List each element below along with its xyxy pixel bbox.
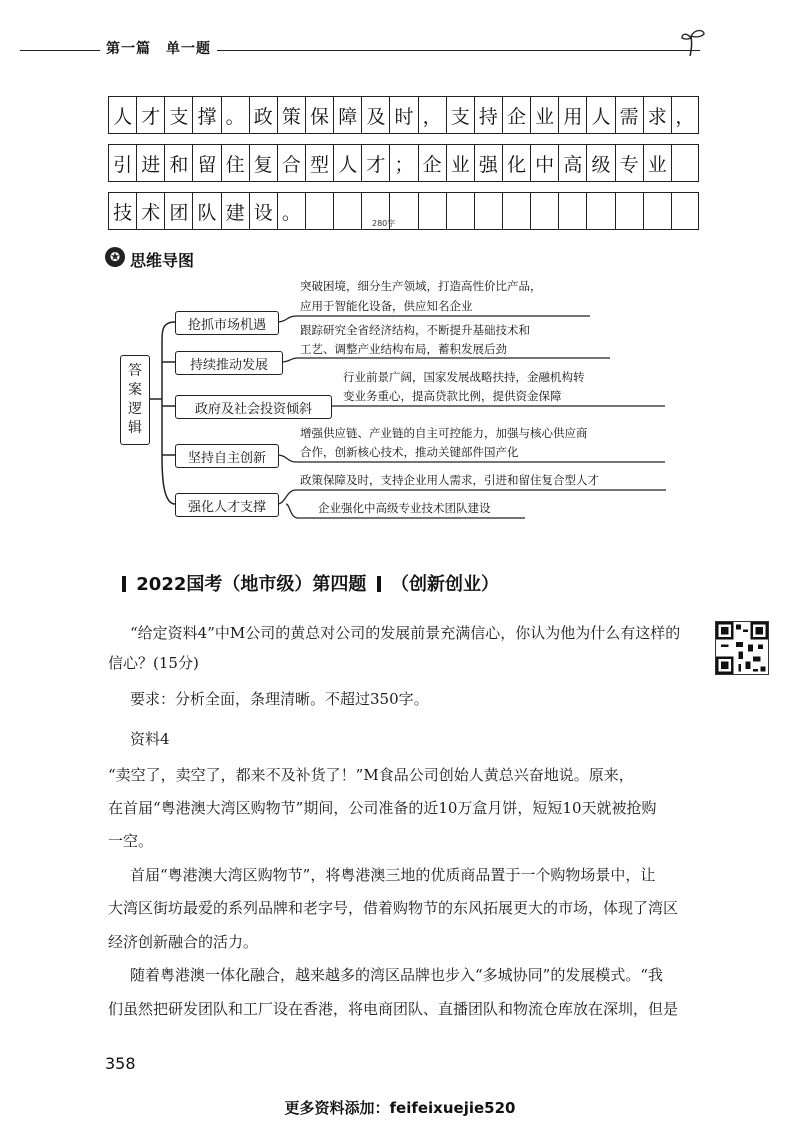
grid-cell: 强 [474,145,502,181]
section-title-tag: （创新创业） [390,574,499,595]
grid-cell: 化 [502,145,530,181]
branch-detail: 变业务重心，提高贷款比例，提供资金保障 [343,389,562,403]
branch-node: 政府及社会投资倾斜 [175,395,332,419]
grid-cell: 时 [389,97,417,133]
grid-cell: 支 [164,97,192,133]
material-line: 随着粤港澳一体化融合，越来越多的湾区品牌也步入“多城协同”的发展模式。“我 [130,966,664,984]
grid-cell: ； [389,145,417,181]
material-line: 大湾区街坊最爱的系列品牌和老字号，借着购物节的东风拓展更大的市场，体现了湾区 [108,899,679,917]
grid-cell: 专 [615,145,643,181]
material-line: 一空。 [108,832,154,850]
branch-detail: 突破困境，细分生产领域，打造高性价比产品， [300,279,542,293]
header-section-title: 第一篇 单一题 [100,38,217,58]
qr-code[interactable] [715,621,769,675]
branch-node: 强化人才支撑 [175,493,279,517]
grid-cell: 合 [277,145,305,181]
mindmap-icon: ✪ [105,247,125,267]
question-line: 信心？(15分) [108,654,199,672]
grid-cell: 留 [192,145,220,181]
grid-cell: 需 [615,97,643,133]
material-line: 在首届“粤港澳大湾区购物节”期间，公司准备的近10万盒月饼，短短10天就被抢购 [108,799,657,817]
grid-cell: 设 [249,193,277,229]
root-char: 辑 [128,420,142,436]
grid-cell: 技 [108,193,136,229]
grid-cell: ， [418,97,446,133]
grid-cell: 求 [643,97,671,133]
grid-cell: 队 [192,193,220,229]
grid-cell: 人 [108,97,136,133]
grid-cell: 人 [333,145,361,181]
grid-cell: 进 [136,145,164,181]
branch-detail: 应用于智能化设备，供应知名企业 [300,299,473,313]
grid-cell: 才 [136,97,164,133]
grid-cell: 。 [277,193,305,229]
footer-note: 更多资料添加：feifeixuejie520 [284,1099,516,1117]
section-title-main: 2022国考（地市级）第四题 [136,574,367,595]
branch-node: 坚持自主创新 [175,444,279,468]
material-line: 经济创新融合的活力。 [108,933,259,951]
branch-detail: 跟踪研究全省经济结构，不断提升基础技术和 [300,323,530,337]
grid-cell: 术 [136,193,164,229]
material-line: 们虽然把研发团队和工厂设在香港，将电商团队、直播团队和物流仓库放在深圳，但是 [108,1000,679,1018]
grid-cell: 用 [558,97,586,133]
grid-cell: 企 [418,145,446,181]
material-label: 资料4 [130,730,170,748]
grid-cell: 业 [643,145,671,181]
branch-detail: 政策保障及时，支持企业用人需求，引进和留住复合型人才 [300,473,599,487]
grid-cell: 团 [164,193,192,229]
grid-cell: 建 [221,193,249,229]
grid-cell: 和 [164,145,192,181]
root-char: 答 [128,363,142,379]
root-char: 逻 [128,401,142,417]
grid-cell: 业 [530,97,558,133]
grid-cell: 政 [249,97,277,133]
branch-detail: 工艺、调整产业结构布局，蓄积发展后劲 [300,342,507,356]
grid-cell: 高 [558,145,586,181]
mindmap-root [120,355,150,445]
branch-detail: 合作，创新核心技术，推动关键部件国产化 [300,445,519,459]
question-line: “给定资料4”中M公司的黄总对公司的发展前景充满信心，你认为他为什么有这样的 [130,624,681,642]
material-line: “卖空了，卖空了，都来不及补货了！”M食品公司创始人黄总兴奋地说。原来， [108,766,634,784]
mindmap-title: 思维导图 [130,251,195,270]
grid-cell: 人 [586,97,614,133]
grid-cell: 住 [221,145,249,181]
grid-cell: 及 [361,97,389,133]
grid-cell: 级 [586,145,614,181]
branch-detail: 企业强化中高级专业技术团队建设 [318,501,491,515]
grid-cell: 引 [108,145,136,181]
branch-node: 持续推动发展 [175,351,283,375]
grid-cell: 障 [333,97,361,133]
title-bar [377,576,381,592]
title-bar [122,576,126,592]
grid-cell: 中 [530,145,558,181]
grid-cell: 复 [249,145,277,181]
grid-cell: 才 [361,145,389,181]
branch-detail: 增强供应链、产业链的自主可控能力，加强与核心供应商 [300,426,588,440]
material-line: 首届“粤港澳大湾区购物节”，将粤港澳三地的优质商品置于一个购物场景中，让 [130,866,656,884]
grid-cell: ， [671,97,699,133]
requirement-text: 要求：分析全面，条理清晰。不超过350字。 [130,690,429,708]
word-count-label: 280字 [372,219,396,228]
grid-cell: 撑 [192,97,220,133]
grid-cell: 策 [277,97,305,133]
branch-node: 抢抓市场机遇 [175,311,279,335]
grid-cell: 保 [305,97,333,133]
section-title [118,570,499,596]
grid-cell: 型 [305,145,333,181]
grid-cell: 持 [474,97,502,133]
grid-cell: 支 [446,97,474,133]
grid-cell: 业 [446,145,474,181]
grid-cell: 企 [502,97,530,133]
root-char: 案 [128,382,142,398]
branch-detail: 行业前景广阔，国家发展战略扶持，金融机构转 [343,370,585,384]
page-number: 358 [105,1054,136,1073]
grid-cell: 。 [221,97,249,133]
